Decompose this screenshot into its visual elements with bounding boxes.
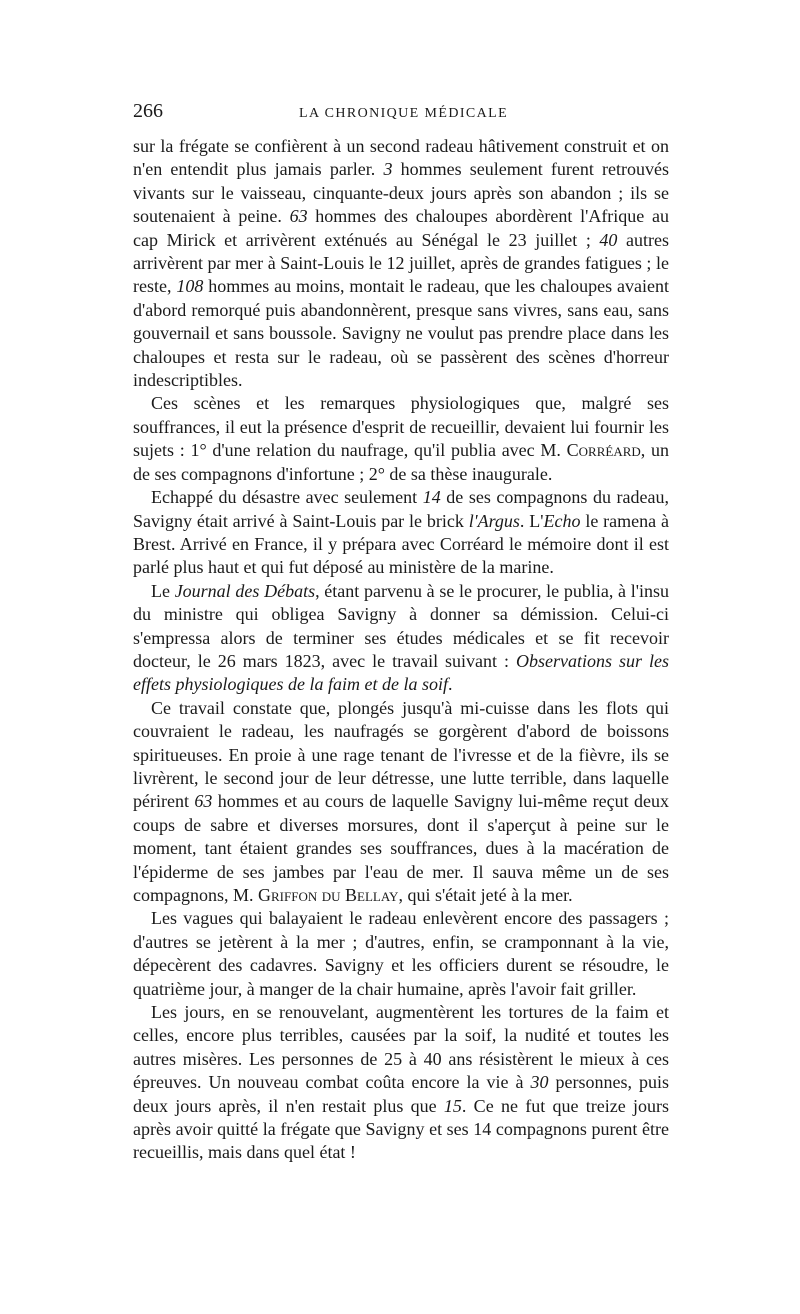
text-run: hommes seulement furent retrouvés vivants sur le vaisseau, cinquante-deux jours après son abandon ; ils se soutenaient à peine. (133, 159, 669, 227)
text-run: . (447, 674, 453, 695)
paragraph (133, 135, 669, 392)
text-run: Ce travail constate que, plongés jusqu'à mi-cuisse dans les flots qui couvraient le radeau, les naufragés se gorgèrent d'abord de boissons spiritueuses. En proie à une rage tenant de l'ivresse et de la fièvre, ils se livrèrent, le second jour de leur détresse, une lutte terrible, dans laquelle périrent (133, 697, 669, 812)
paragraph (133, 580, 669, 697)
paragraph (133, 1001, 669, 1165)
italic-text: 15 (443, 1095, 462, 1116)
italic-text: 40 (599, 229, 618, 250)
italic-text: Observations sur les effets physiologiques de la faim et de la soif (133, 650, 670, 695)
italic-text: 108 (176, 276, 204, 297)
small-caps-name: Corréard (566, 440, 641, 461)
text-run: Les jours, en se renouvelant, augmentèrent les tortures de la faim et celles, encore plus terribles, causées par la soif, la nudité et toutes les autres misères. Les personnes de 25 à 40 ans résistèrent le mieux à ces épreuves. Un nouveau combat coûta encore la vie à (133, 1002, 669, 1093)
page-number: 266 (133, 100, 163, 122)
text-run: hommes et au cours de laquelle Savigny lui-même reçut deux coups de sabre et diverses morsures, dont il s'aperçut à peine sur le moment, tant étaient grandes ses souffrances, dues à la macération de l'épiderme de ses jambes par l'eau de mer. Il sauva même un de ses compagnons, M. (133, 791, 670, 905)
text-run: , un de ses compagnons d'infortune ; 2° de sa thèse inaugurale. (133, 440, 669, 484)
text-run: de ses compagnons du radeau, Savigny était arrivé à Saint-Louis par le brick (133, 487, 669, 531)
article-body (133, 135, 669, 1165)
text-run: Ces scènes et les remarques physiologiques que, malgré ses souffrances, il eut la présence d'esprit de recueillir, devaient lui fournir les sujets : 1° d'une relation du naufrage, qu'il publia avec M. (133, 393, 669, 461)
paragraph (133, 486, 669, 580)
text-run: personnes, puis deux jours après, il n'en restait plus que (133, 1072, 669, 1116)
italic-text: 63 (289, 206, 308, 227)
text-run: Les vagues qui balayaient le radeau enlevèrent encore des passagers ; d'autres se jetèrent à la mer ; d'autres, enfin, se cramponnant à la vie, dépecèrent des cadavres. Savigny et les officiers durent se résoudre, le quatrième jour, à manger de la chair humaine, après l'avoir fait griller. (133, 908, 669, 999)
text-run: Echappé du désastre avec seulement (151, 487, 423, 508)
page-header (133, 100, 673, 130)
text-run: . L' (519, 510, 544, 531)
running-title: LA CHRONIQUE MÉDICALE (299, 106, 509, 121)
italic-text: 14 (422, 487, 441, 508)
paragraph (133, 392, 669, 486)
text-run: autres arrivèrent par mer à Saint-Louis le 12 juillet, après de grandes fatigues ; le reste, (133, 229, 669, 297)
text-run: sur la frégate se confièrent à un second radeau hâtivement construit et on n'en entendit plus jamais parler. (133, 136, 669, 180)
italic-text: 30 (530, 1072, 549, 1093)
italic-text: l'Argus (468, 510, 520, 531)
text-run: . Ce ne fut que treize jours après avoir quitté la frégate que Savigny et ses 14 compagnons purent être recueillis, mais dans quel état ! (133, 1095, 669, 1163)
paragraph (133, 907, 669, 1001)
text-run: Le (151, 580, 175, 601)
italic-text: Journal des Débats (174, 580, 316, 601)
text-run: le ramena à Brest. Arrivé en France, il y prépara avec Corréard le mémoire dont il est parlé plus haut et qui fut déposé au ministère de la marine. (133, 510, 669, 578)
text-run: hommes au moins, montait le radeau, que les chaloupes avaient d'abord remorqué puis abandonnèrent, presque sans vivres, sans eau, sans gouvernail et sans boussole. Savigny ne voulut pas prendre place dans les chaloupes et resta sur le radeau, où se passèrent des scènes d'horreur indescriptibles. (133, 276, 669, 391)
italic-text: 63 (194, 791, 213, 812)
italic-text: Echo (543, 510, 581, 531)
small-caps-name: Griffon du Bellay (258, 885, 399, 905)
italic-text: 3 (383, 159, 393, 180)
paragraph (133, 697, 669, 908)
text-run: , étant parvenu à se le procurer, le publia, à l'insu du ministre qui obligea Savigny à donner sa démission. Celui-ci s'empressa alors de terminer ses études médicales et se fit recevoir docteur, le 26 mars 1823, avec le travail suivant : (133, 580, 669, 671)
text-run: hommes des chaloupes abordèrent l'Afrique au cap Mirick et arrivèrent exténués au Sénégal le 23 juillet ; (133, 206, 669, 250)
text-run: , qui s'était jeté à la mer. (398, 885, 573, 905)
